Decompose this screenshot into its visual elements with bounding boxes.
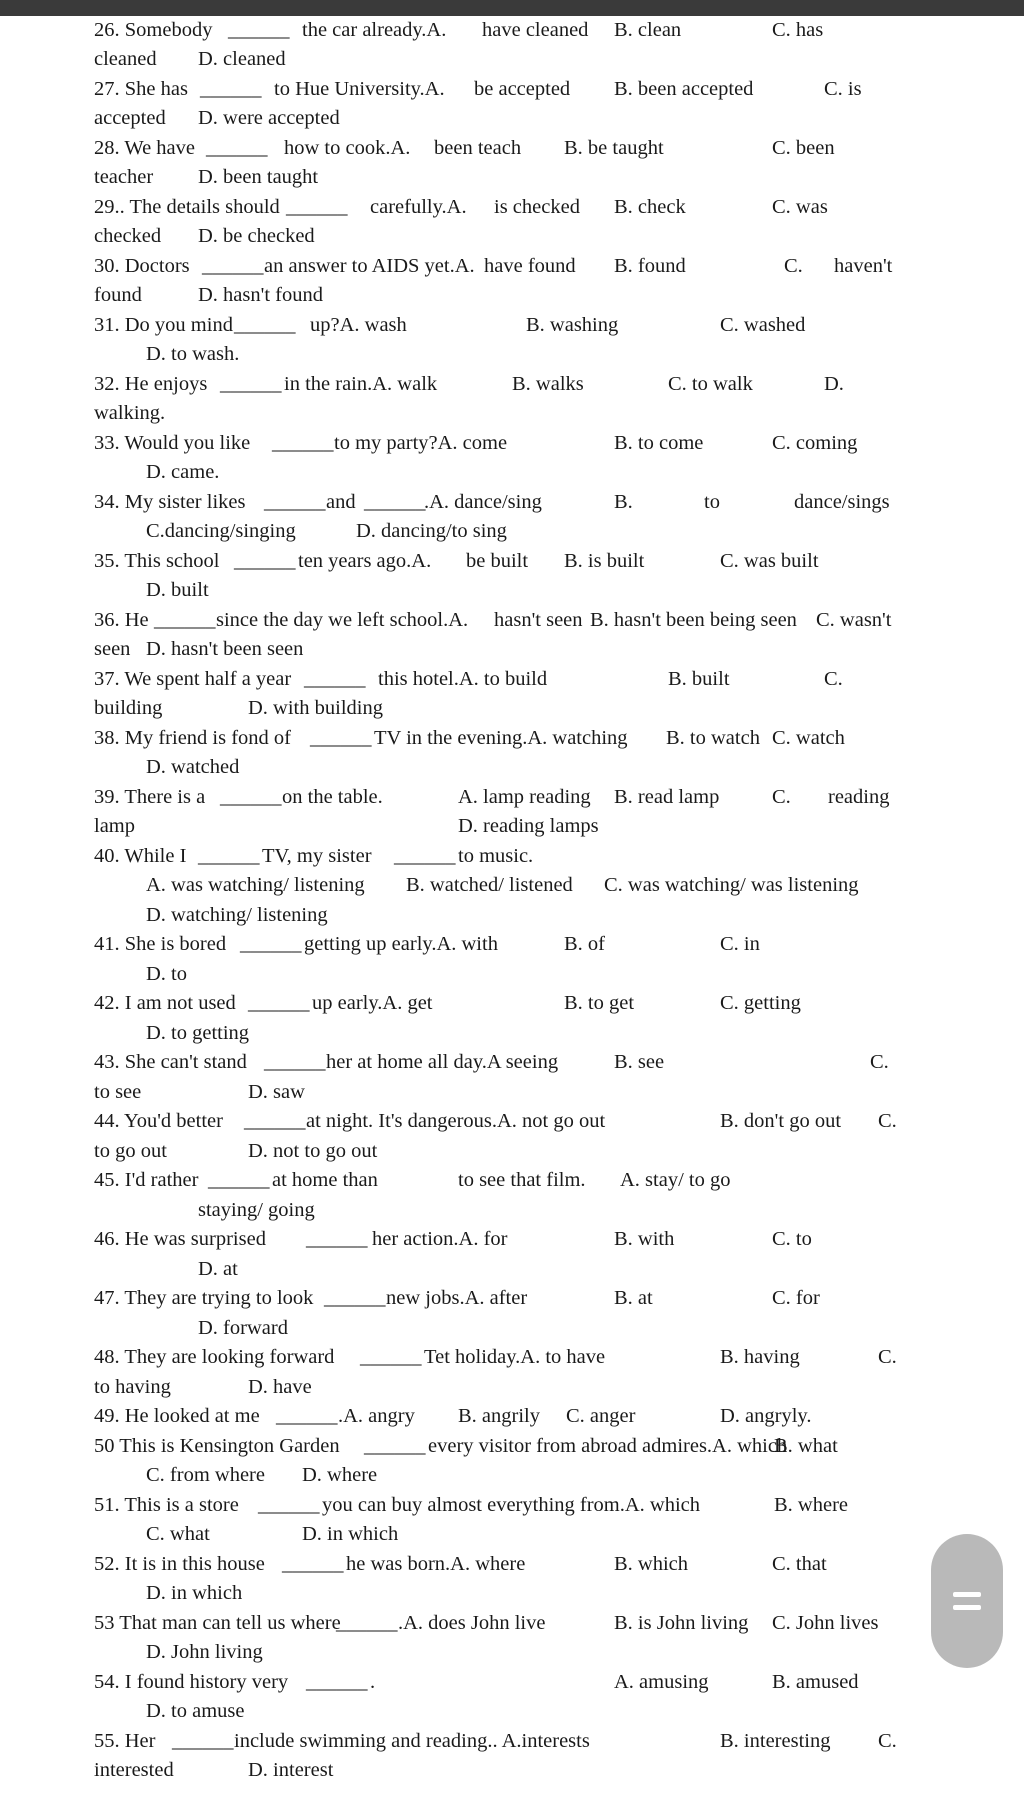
option-a: A. was watching/ listening [146,874,365,896]
blank: ______ [220,786,282,808]
question-line [94,1491,900,1520]
question-line [94,104,900,133]
question-text: 43. She can't stand [94,1051,247,1073]
option-d: D. built [146,579,209,601]
question-text: include swimming and reading.. A.interests [234,1730,590,1752]
option-b: B. of [564,933,605,955]
option-b: B. is built [564,550,645,572]
question-text: to Hue University.A. [274,78,445,100]
question-text: 31. Do you mind [94,314,233,336]
option-c: C. in [720,933,760,955]
question-text: to music. [458,845,534,867]
option-b: B. found [614,255,686,277]
option-a: have found [484,255,576,277]
option-c: C. coming [772,432,858,454]
question-line [94,1461,900,1490]
grip-line [953,1605,981,1610]
question-line [94,635,900,664]
option-c: C. [878,1346,897,1368]
blank: ______ [282,1553,344,1575]
option-d: D. hasn't found [198,284,323,306]
option-a: A. lamp reading [458,786,591,808]
option-c: C. to [772,1228,812,1250]
question-line [94,1373,900,1402]
blank: ______ [360,1346,422,1368]
option-d: D. came. [146,461,220,483]
question-text: at night. It's dangerous.A. not go out [306,1110,606,1132]
blank: ______ [306,1228,368,1250]
question-text: 44. You'd better [94,1110,223,1132]
option-b: B. watched/ listened [406,874,573,896]
option-d: D. interest [248,1759,334,1781]
question-line [94,960,900,989]
question-line [94,1196,900,1225]
option-c: C. [870,1051,889,1073]
question-text: how to cook.A. [284,137,411,159]
option-b: B. to watch [666,727,760,749]
option-b: B. angrily [458,1405,540,1427]
blank: ______ [394,845,456,867]
option-c: C. was watching/ was listening [604,874,859,896]
option-b: B. been accepted [614,78,754,100]
option-c: C. to walk [668,373,753,395]
blank: ______ [206,137,268,159]
option-b: to [704,491,720,513]
blank: ______ [264,491,326,513]
question-line [94,842,900,871]
blank: ______ [324,1287,386,1309]
question-line [94,458,900,487]
option-c: C. is [824,78,862,100]
question-text: to my party?A. come [334,432,508,454]
option-c: C. was [772,196,828,218]
option-c: C. John lives [772,1612,879,1634]
question-text: getting up early.A. with [304,933,498,955]
question-text: 28. We have [94,137,196,159]
question-text: 55. Her [94,1730,156,1752]
question-line [94,1609,900,1638]
option-c: C. anger [566,1405,636,1427]
blank: ______ [248,992,310,1014]
option-d: D. with building [248,697,383,719]
option-c: lamp [94,815,135,837]
question-text: 33. Would you like [94,432,251,454]
question-line [94,16,900,45]
option-d: D. to getting [146,1022,250,1044]
option-b: B. with [614,1228,675,1250]
option-b: B. what [774,1435,838,1457]
blank: ______ [258,1494,320,1516]
question-text: 26. Somebody [94,19,213,41]
option-a: . [370,1671,376,1693]
question-text: 50 This is Kensington Garden [94,1435,340,1457]
question-line [94,753,900,782]
option-b: B. don't go out [720,1110,842,1132]
option-c: C. getting [720,992,801,1014]
option-c: C. that [772,1553,827,1575]
option-a: be accepted [474,78,571,100]
blank: ______ [200,78,262,100]
question-line [94,989,900,1018]
blank: ______ [198,845,260,867]
option-b: B. which [614,1553,689,1575]
question-text: TV in the evening.A. watching [374,727,628,749]
blank: ______ [234,314,296,336]
question-text: 41. She is bored [94,933,227,955]
option-b: A. amusing [614,1671,709,1693]
question-line [94,1432,900,1461]
question-text: 35. This school [94,550,220,572]
blank: ______ [240,933,302,955]
question-line [94,45,900,74]
blank: ______ [306,1671,368,1693]
blank: ______ [264,1051,326,1073]
question-text: 47. They are trying to look [94,1287,314,1309]
question-line [94,134,900,163]
question-text: and [326,491,356,513]
question-line [94,488,900,517]
option-d: D. watching/ listening [146,904,328,926]
option-c: building [94,697,163,719]
blank: ______ [304,668,366,690]
option-d: D. were accepted [198,107,340,129]
question-text: 53 That man can tell us where [94,1612,341,1634]
question-line [94,75,900,104]
top-status-bar [0,0,1024,16]
option-c: C. been [772,137,835,159]
blank: ______ [276,1405,338,1427]
option-b: B. where [774,1494,849,1516]
option-c: C. has [772,19,824,41]
question-text: 37. We spent half a year [94,668,292,690]
option-d: D. have [248,1376,312,1398]
option-b: B. is John living [614,1612,749,1634]
question-line [94,1048,900,1077]
question-line [94,576,900,605]
question-line [94,812,900,841]
question-line [94,901,900,930]
option-b: B. built [668,668,730,690]
question-text: new jobs.A. after [386,1287,528,1309]
question-line [94,1225,900,1254]
question-line [94,429,900,458]
blank: ______ [220,373,282,395]
option-c: C. [878,1110,897,1132]
blank: ______ [172,1730,234,1752]
blank: ______ [154,609,216,631]
blank: ______ [234,550,296,572]
question-line [94,1402,900,1431]
question-text: 54. I found history very [94,1671,289,1693]
question-text: at home than [272,1169,378,1191]
question-line [94,1137,900,1166]
question-line [94,1579,900,1608]
question-line [94,1520,900,1549]
option-c: cleaned [94,48,157,70]
option-b: B. washing [526,314,619,336]
option-a: to see that film. [458,1169,586,1191]
option-d: D. been taught [198,166,319,188]
question-line [94,1284,900,1313]
question-line [94,1550,900,1579]
scroll-handle[interactable] [931,1534,1003,1668]
question-text: he was born.A. where [346,1553,526,1575]
question-line [94,193,900,222]
blank: ______ [364,491,426,513]
question-line [94,1638,900,1667]
option-c: C. [878,1730,897,1752]
blank: ______ [310,727,372,749]
question-line [94,370,900,399]
blank: ______ [244,1110,306,1132]
option-c: reading [828,786,890,808]
question-text: TV, my sister [262,845,372,867]
option-c: C. [784,255,803,277]
option-c: to see [94,1081,142,1103]
question-text: 36. He [94,609,149,631]
option-b: B. check [614,196,686,218]
option-a: .A. angry [338,1405,415,1427]
blank: ______ [364,1435,426,1457]
question-text: 39. There is a [94,786,206,808]
question-text: up?A. wash [310,314,407,336]
option-d: D. angryly. [720,1405,812,1427]
option-c: C.dancing/singing [146,520,296,542]
option-a: .A. does John live [398,1612,546,1634]
option-a: have cleaned [482,19,589,41]
question-line [94,311,900,340]
option-c: teacher [94,166,154,188]
option-d: D. to wash. [146,343,240,365]
blank: ______ [202,255,264,277]
option-b: B. interesting [720,1730,831,1752]
option-c: to having [94,1376,171,1398]
option-b: B. to get [564,992,635,1014]
question-line [94,547,900,576]
option-d: D. at [198,1258,238,1280]
option-b: B. hasn't been being seen [590,609,797,631]
option-c: accepted [94,107,166,129]
option-c: C. watch [772,727,845,749]
question-line [94,399,900,428]
option-c: C. was built [720,550,819,572]
option-a: been teach [434,137,522,159]
option-d: D. in which [302,1523,399,1545]
option-a: be built [466,550,529,572]
option-b: B. having [720,1346,800,1368]
option-c: C. [772,786,791,808]
question-text: 29.. The details should [94,196,280,218]
option-c: haven't [834,255,893,277]
question-text: her action.A. for [372,1228,508,1250]
question-line [94,1107,900,1136]
option-c: C. washed [720,314,806,336]
option-b: A. stay/ to go [620,1169,731,1191]
option-c: C. from where [146,1464,265,1486]
blank: ______ [272,432,334,454]
question-text: 48. They are looking forward [94,1346,335,1368]
option-c: C. wasn't [816,609,892,631]
option-b: B. [614,491,633,513]
question-line [94,222,900,251]
option-d: D. hasn't been seen [146,638,304,660]
question-line [94,694,900,723]
question-line [94,665,900,694]
question-text: on the table. [282,786,383,808]
option-a: is checked [494,196,580,218]
question-line [94,163,900,192]
option-c: C. what [146,1523,210,1545]
question-text: 30. Doctors [94,255,190,277]
question-text: up early.A. get [312,992,433,1014]
question-line [94,1255,900,1284]
option-b: B. at [614,1287,653,1309]
blank: ______ [336,1612,398,1634]
option-d: D. dancing/to sing [356,520,507,542]
question-line [94,1078,900,1107]
question-line [94,1697,900,1726]
question-line [94,1756,900,1785]
option-b: B. see [614,1051,665,1073]
option-c: seen [94,638,131,660]
option-c: to go out [94,1140,167,1162]
question-text: 46. He was surprised [94,1228,266,1250]
question-line [94,517,900,546]
question-line [94,1727,900,1756]
question-text: the car already.A. [302,19,447,41]
question-text: in the rain.A. walk [284,373,438,395]
question-line [94,724,900,753]
option-d: D. [824,373,844,395]
option-d: D. to [146,963,187,985]
question-line [94,1166,900,1195]
option-d: D. where [302,1464,378,1486]
question-text: 40. While I [94,845,187,867]
question-text: ten years ago.A. [298,550,432,572]
question-text: her at home all day.A seeing [326,1051,559,1073]
question-line [94,1343,900,1372]
option-b: B. to come [614,432,704,454]
option-d: D. John living [146,1641,263,1663]
option-c: checked [94,225,162,247]
question-text: carefully.A. [370,196,467,218]
option-d: staying/ going [198,1199,315,1221]
question-text: Tet holiday.A. to have [424,1346,606,1368]
blank: ______ [208,1169,270,1191]
question-line [94,1668,900,1697]
option-d: D. in which [146,1582,243,1604]
option-b: B. read lamp [614,786,720,808]
question-text: 38. My friend is fond of [94,727,292,749]
question-line [94,340,900,369]
option-d: D. saw [248,1081,305,1103]
question-text: 34. My sister likes [94,491,246,513]
option-a: hasn't seen [494,609,583,631]
option-b: dance/sings [794,491,890,513]
option-d: D. be checked [198,225,315,247]
question-line [94,1019,900,1048]
option-d: walking. [94,402,166,424]
blank: ______ [228,19,290,41]
question-text: 51. This is a store [94,1494,239,1516]
option-c: B. amused [772,1671,859,1693]
option-d: D. watched [146,756,240,778]
option-b: B. be taught [564,137,664,159]
option-c: interested [94,1759,174,1781]
option-b: B. clean [614,19,682,41]
question-text: 27. She has [94,78,188,100]
option-d: D. forward [198,1317,288,1339]
question-line [94,783,900,812]
question-line [94,930,900,959]
question-text: since the day we left school.A. [216,609,469,631]
option-d: D. reading lamps [458,815,599,837]
option-a: .A. dance/sing [424,491,542,513]
option-c: C. [824,668,843,690]
question-line [94,871,900,900]
question-line [94,606,900,635]
question-text: 32. He enjoys [94,373,208,395]
question-line [94,252,900,281]
option-c: found [94,284,142,306]
question-text: 52. It is in this house [94,1553,265,1575]
option-b: B. walks [512,373,584,395]
question-text: 45. I'd rather [94,1169,199,1191]
question-text: 42. I am not used [94,992,236,1014]
question-text: an answer to AIDS yet.A. [264,255,475,277]
blank: ______ [286,196,348,218]
question-line [94,1314,900,1343]
question-text: you can buy almost everything from.A. which [322,1494,701,1516]
question-text: every visitor from abroad admires.A. which [428,1435,788,1457]
grip-line [953,1592,981,1597]
option-d: D. to amuse [146,1700,245,1722]
question-line [94,281,900,310]
question-text: this hotel.A. to build [378,668,548,690]
option-d: D. cleaned [198,48,286,70]
question-text: 49. He looked at me [94,1405,260,1427]
option-c: C. for [772,1287,820,1309]
option-d: D. not to go out [248,1140,378,1162]
